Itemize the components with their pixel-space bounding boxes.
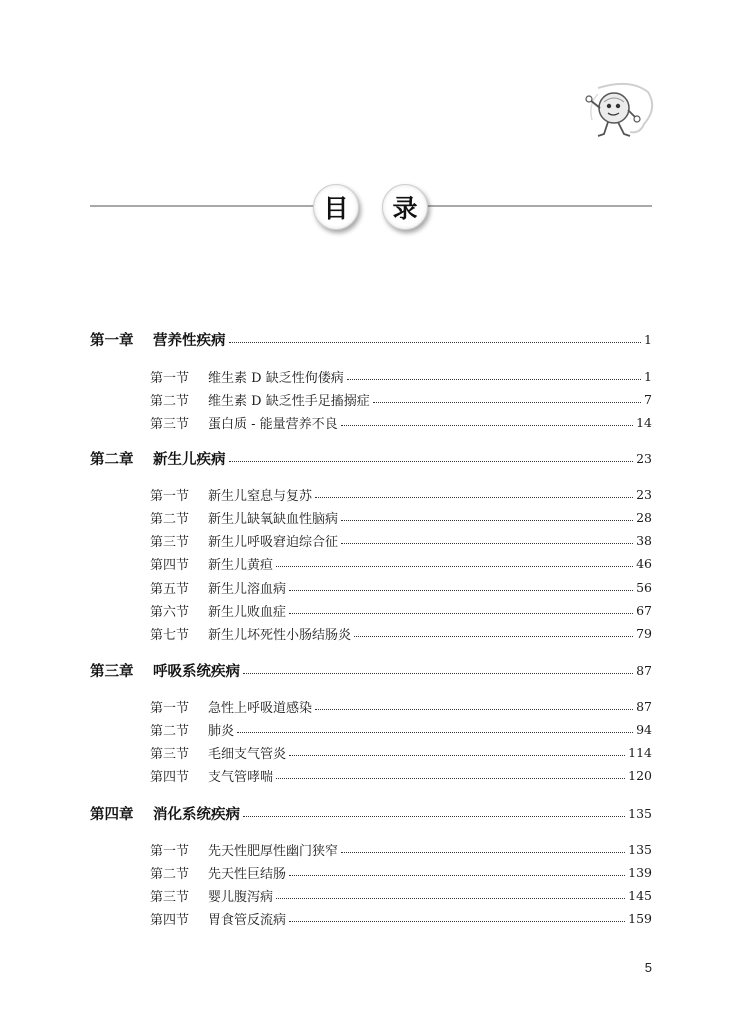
toc-title-char-2: 录 [382, 184, 428, 230]
section-label: 第二节 [150, 511, 190, 527]
section-label: 第三节 [150, 534, 190, 550]
section-page: 28 [636, 509, 652, 525]
section-page: 1 [644, 368, 652, 384]
dot-leader [289, 590, 633, 591]
section-label: 第一节 [150, 370, 190, 386]
section-page: 46 [636, 555, 652, 571]
toc-section-2-4[interactable] [150, 552, 652, 574]
dot-leader [341, 852, 625, 853]
toc-section-4-4[interactable] [150, 907, 652, 929]
section-title: 婴儿腹泻病 [208, 889, 274, 905]
section-title: 肺炎 [208, 723, 235, 739]
dot-leader [354, 636, 633, 637]
section-title: 新生儿败血症 [208, 604, 287, 620]
toc-section-3-2[interactable] [150, 718, 652, 740]
section-label: 第三节 [150, 746, 190, 762]
section-page: 114 [628, 744, 652, 760]
section-label: 第七节 [150, 627, 190, 643]
dot-leader [229, 342, 642, 343]
chapter-title: 新生儿疾病 [153, 451, 226, 468]
title-rule-right [428, 205, 652, 207]
dot-leader [341, 543, 633, 544]
section-page: 87 [636, 698, 652, 714]
section-label: 第二节 [150, 723, 190, 739]
chapter-page: 135 [628, 805, 652, 821]
section-title: 新生儿呼吸窘迫综合征 [208, 534, 339, 550]
chapter-title: 营养性疾病 [153, 332, 226, 349]
toc-section-4-2[interactable] [150, 861, 652, 883]
toc-section-1-1[interactable] [150, 365, 652, 387]
toc-chapter-4[interactable] [90, 802, 652, 824]
dot-leader [289, 613, 633, 614]
toc-section-2-3[interactable] [150, 529, 652, 551]
section-label: 第四节 [150, 912, 190, 928]
dot-leader [276, 898, 625, 899]
title-rule-left [90, 205, 316, 207]
dot-leader [315, 497, 633, 498]
section-title: 蛋白质 - 能量营养不良 [208, 416, 338, 432]
section-page: 79 [636, 625, 652, 641]
chapter-label: 第三章 [90, 663, 134, 680]
toc-section-4-3[interactable] [150, 884, 652, 906]
mascot-illustration [578, 80, 658, 152]
section-page: 139 [628, 864, 652, 880]
section-title: 新生儿窒息与复苏 [208, 488, 313, 504]
section-page: 56 [636, 579, 652, 595]
section-title: 新生儿溶血病 [208, 581, 287, 597]
section-page: 23 [636, 486, 652, 502]
section-label: 第五节 [150, 581, 190, 597]
toc-section-2-5[interactable] [150, 576, 652, 598]
chapter-label: 第一章 [90, 332, 134, 349]
toc-section-3-1[interactable] [150, 695, 652, 717]
toc-section-3-3[interactable] [150, 741, 652, 763]
section-title: 维生素 D 缺乏性佝偻病 [208, 370, 344, 386]
dot-leader [243, 816, 625, 817]
section-page: 159 [628, 910, 652, 926]
dot-leader [237, 732, 633, 733]
chapter-page: 23 [636, 450, 652, 466]
toc-section-2-2[interactable] [150, 506, 652, 528]
dot-leader [341, 425, 633, 426]
dot-leader [229, 461, 634, 462]
section-title: 急性上呼吸道感染 [208, 700, 313, 716]
section-label: 第六节 [150, 604, 190, 620]
section-title: 新生儿缺氧缺血性脑病 [208, 511, 339, 527]
toc-section-2-6[interactable] [150, 599, 652, 621]
dot-leader [243, 673, 633, 674]
section-title: 毛细支气管炎 [208, 746, 287, 762]
toc-section-4-1[interactable] [150, 838, 652, 860]
toc-chapter-1[interactable] [90, 328, 652, 350]
toc-chapter-3[interactable] [90, 659, 652, 681]
dot-leader [276, 778, 625, 779]
section-title: 胃食管反流病 [208, 912, 287, 928]
toc-section-3-4[interactable] [150, 764, 652, 786]
dot-leader [347, 379, 641, 380]
chapter-page: 87 [636, 662, 652, 678]
dot-leader [289, 921, 625, 922]
chapter-title: 消化系统疾病 [153, 806, 240, 823]
section-label: 第一节 [150, 488, 190, 504]
chapter-label: 第二章 [90, 451, 134, 468]
toc-section-1-2[interactable] [150, 388, 652, 410]
section-label: 第二节 [150, 393, 190, 409]
section-label: 第四节 [150, 557, 190, 573]
toc-section-2-7[interactable] [150, 622, 652, 644]
section-label: 第四节 [150, 769, 190, 785]
dot-leader [373, 402, 641, 403]
toc-section-2-1[interactable] [150, 483, 652, 505]
section-title: 支气管哮喘 [208, 769, 274, 785]
section-page: 14 [636, 414, 652, 430]
section-page: 94 [636, 721, 652, 737]
toc-section-1-3[interactable] [150, 411, 652, 433]
dot-leader [289, 875, 625, 876]
dot-leader [289, 755, 625, 756]
section-label: 第一节 [150, 843, 190, 859]
dot-leader [276, 566, 633, 567]
section-label: 第二节 [150, 866, 190, 882]
dot-leader [315, 709, 633, 710]
section-title: 维生素 D 缺乏性手足搐搦症 [208, 393, 370, 409]
section-page: 67 [636, 602, 652, 618]
section-title: 先天性肥厚性幽门狭窄 [208, 843, 339, 859]
toc-chapter-2[interactable] [90, 447, 652, 469]
section-label: 第一节 [150, 700, 190, 716]
section-title: 新生儿坏死性小肠结肠炎 [208, 627, 352, 643]
section-label: 第三节 [150, 416, 190, 432]
chapter-label: 第四章 [90, 806, 134, 823]
section-page: 38 [636, 532, 652, 548]
chapter-title: 呼吸系统疾病 [153, 663, 240, 680]
section-page: 120 [628, 767, 652, 783]
section-page: 7 [644, 391, 652, 407]
section-title: 新生儿黄疸 [208, 557, 274, 573]
section-page: 135 [628, 841, 652, 857]
section-page: 145 [628, 887, 652, 903]
chapter-page: 1 [644, 331, 652, 347]
section-label: 第三节 [150, 889, 190, 905]
dot-leader [341, 520, 633, 521]
page-number: 5 [644, 960, 652, 975]
section-title: 先天性巨结肠 [208, 866, 287, 882]
toc-title-char-1: 目 [313, 184, 359, 230]
